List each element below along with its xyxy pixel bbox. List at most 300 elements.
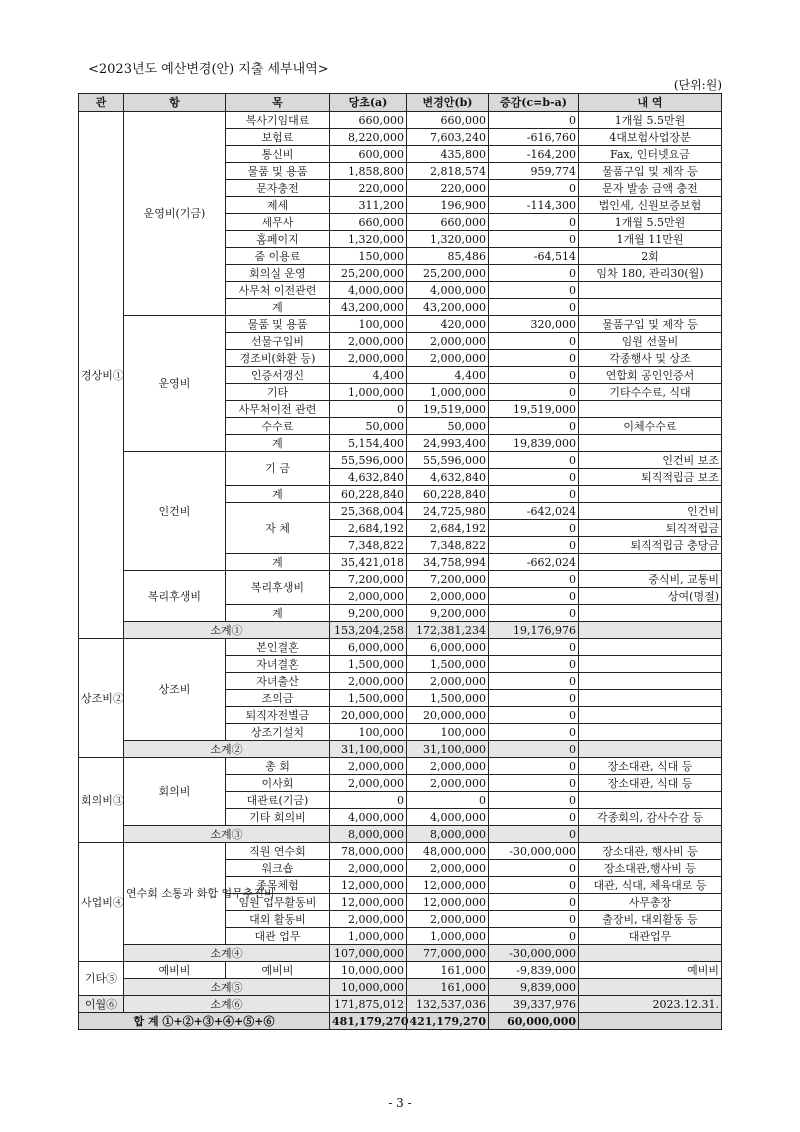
table-cell: 2,000,000 — [330, 588, 407, 605]
table-cell: 2,684,192 — [330, 520, 407, 537]
table-cell: 상여(명절) — [579, 588, 722, 605]
header-cell: 변경안(b) — [407, 94, 489, 112]
table-cell: 60,000,000 — [489, 1013, 579, 1030]
table-cell: 2,684,192 — [407, 520, 489, 537]
table-cell: 39,337,976 — [489, 996, 579, 1013]
table-cell: 직원 연수회 — [226, 843, 330, 860]
table-cell: 0 — [489, 673, 579, 690]
table-cell: 196,900 — [407, 197, 489, 214]
table-cell: 문자충전 — [226, 180, 330, 197]
table-cell: 435,800 — [407, 146, 489, 163]
table-cell: 소계③ — [124, 826, 330, 843]
table-cell: 수수료 — [226, 418, 330, 435]
table-cell: 31,100,000 — [330, 741, 407, 758]
unit-label: (단위:원) — [673, 78, 722, 92]
table-cell: 660,000 — [407, 112, 489, 129]
table-cell: 1개월 5.5만원 — [579, 214, 722, 231]
table-cell: 본인결혼 — [226, 639, 330, 656]
header-row — [79, 94, 722, 112]
table-cell: 2,000,000 — [330, 350, 407, 367]
table-cell: 회의비 — [124, 758, 226, 826]
table-cell: 100,000 — [330, 724, 407, 741]
table-cell: 0 — [489, 707, 579, 724]
table-cell: -616,760 — [489, 129, 579, 146]
table-cell: 0 — [489, 656, 579, 673]
table-cell: 161,000 — [407, 962, 489, 979]
table-cell: 2,000,000 — [330, 911, 407, 928]
table-cell: 153,204,258 — [330, 622, 407, 639]
table-cell: 상조기설치 — [226, 724, 330, 741]
table-cell: 1,320,000 — [407, 231, 489, 248]
table-cell: 계 — [226, 486, 330, 503]
table-cell: 대관업무 — [579, 928, 722, 945]
table-cell: 예비비 — [124, 962, 226, 979]
table-cell: 660,000 — [330, 214, 407, 231]
table-cell: 6,000,000 — [330, 639, 407, 656]
table-row — [79, 1013, 722, 1030]
table-cell: 4,000,000 — [407, 809, 489, 826]
table-cell: 0 — [489, 299, 579, 316]
table-cell: 100,000 — [330, 316, 407, 333]
table-cell: 계 — [226, 605, 330, 622]
table-cell: 2,000,000 — [407, 860, 489, 877]
document-title: <2023년도 예산변경(안) 지출 세부내역> — [88, 62, 329, 77]
table-cell: 7,603,240 — [407, 129, 489, 146]
table-cell: 0 — [489, 571, 579, 588]
table-cell — [579, 486, 722, 503]
table-cell: 12,000,000 — [330, 894, 407, 911]
table-cell: 자 체 — [226, 503, 330, 554]
table-cell: 0 — [489, 605, 579, 622]
table-cell: 1,000,000 — [330, 384, 407, 401]
table-cell — [579, 724, 722, 741]
table-cell: 1,000,000 — [330, 928, 407, 945]
table-cell: 19,839,000 — [489, 435, 579, 452]
table-cell: 사무처이전 관련 — [226, 401, 330, 418]
table-row — [79, 452, 722, 469]
table-cell: 12,000,000 — [407, 894, 489, 911]
table-row — [79, 843, 722, 860]
table-cell: 각종행사 및 상조 — [579, 350, 722, 367]
table-cell — [579, 282, 722, 299]
table-cell: 1,000,000 — [407, 384, 489, 401]
table-cell: 50,000 — [407, 418, 489, 435]
table-cell: 4,000,000 — [330, 809, 407, 826]
table-row — [79, 996, 722, 1013]
table-cell: 0 — [489, 282, 579, 299]
table-cell: 132,537,036 — [407, 996, 489, 1013]
table-cell: 물품구입 및 제작 등 — [579, 163, 722, 180]
table-cell — [579, 826, 722, 843]
table-row — [79, 826, 722, 843]
table-cell: 4,400 — [407, 367, 489, 384]
table-cell: 복리후생비 — [124, 571, 226, 622]
table-cell: 2,000,000 — [330, 775, 407, 792]
table-cell: -64,514 — [489, 248, 579, 265]
table-cell — [579, 707, 722, 724]
table-cell: 55,596,000 — [330, 452, 407, 469]
table-cell: 7,348,822 — [407, 537, 489, 554]
table-cell: 421,179,270 — [407, 1013, 489, 1030]
table-cell — [579, 741, 722, 758]
header-cell: 항 — [124, 94, 226, 112]
table-cell: 55,596,000 — [407, 452, 489, 469]
table-cell: 100,000 — [407, 724, 489, 741]
table-cell: 2,000,000 — [407, 758, 489, 775]
table-cell: 10,000,000 — [330, 962, 407, 979]
table-row — [79, 571, 722, 588]
table-cell — [579, 299, 722, 316]
table-cell: 임차 180, 관리30(월) — [579, 265, 722, 282]
table-cell: 보험료 — [226, 129, 330, 146]
table-cell: 24,993,400 — [407, 435, 489, 452]
table-cell: 420,000 — [407, 316, 489, 333]
table-cell: 2,000,000 — [407, 911, 489, 928]
table-cell: 0 — [489, 520, 579, 537]
table-cell: 4,632,840 — [407, 469, 489, 486]
table-cell: 50,000 — [330, 418, 407, 435]
table-cell: 복리후생비 — [226, 571, 330, 605]
table-cell: 2,000,000 — [330, 758, 407, 775]
table-cell: 0 — [489, 775, 579, 792]
table-cell: 0 — [489, 486, 579, 503]
table-cell — [579, 622, 722, 639]
table-cell: 연합회 공인인증서 — [579, 367, 722, 384]
table-cell: 제세 — [226, 197, 330, 214]
table-cell: 20,000,000 — [330, 707, 407, 724]
table-cell: 사업비④ — [79, 843, 124, 962]
table-cell: 이사회 — [226, 775, 330, 792]
table-cell: 1,500,000 — [330, 690, 407, 707]
table-row — [79, 945, 722, 962]
table-cell: 0 — [489, 928, 579, 945]
table-cell: -30,000,000 — [489, 945, 579, 962]
table-cell: 0 — [489, 639, 579, 656]
table-cell: 0 — [489, 724, 579, 741]
table-cell: 장소대관, 식대 등 — [579, 758, 722, 775]
table-cell — [579, 639, 722, 656]
table-cell: 예비비 — [579, 962, 722, 979]
table-cell: 인건비 보조 — [579, 452, 722, 469]
table-cell: 경상비① — [79, 112, 124, 639]
table-cell: 기타 회의비 — [226, 809, 330, 826]
table-cell: 홈페이지 — [226, 231, 330, 248]
table-cell: 상조비② — [79, 639, 124, 758]
table-cell: 세무사 — [226, 214, 330, 231]
page-number: - 3 - — [388, 1096, 412, 1110]
table-cell: 물품구입 및 제작 등 — [579, 316, 722, 333]
table-cell: 107,000,000 — [330, 945, 407, 962]
table-cell: 0 — [489, 333, 579, 350]
table-row — [79, 758, 722, 775]
table-cell: 임원 업무활동비 — [226, 894, 330, 911]
table-cell: 문자 발송 금액 충전 — [579, 180, 722, 197]
table-cell: 0 — [489, 911, 579, 928]
budget-table — [78, 93, 722, 1030]
table-cell: 12,000,000 — [407, 877, 489, 894]
table-cell: 0 — [489, 758, 579, 775]
table-cell: 220,000 — [407, 180, 489, 197]
table-cell: 20,000,000 — [407, 707, 489, 724]
table-cell: 기타⑤ — [79, 962, 124, 996]
table-cell — [579, 979, 722, 996]
table-cell: 2회 — [579, 248, 722, 265]
table-cell: 0 — [489, 877, 579, 894]
table-cell: 161,000 — [407, 979, 489, 996]
table-cell: -9,839,000 — [489, 962, 579, 979]
table-cell: 34,758,994 — [407, 554, 489, 571]
table-cell: 171,875,012 — [330, 996, 407, 1013]
table-cell: 0 — [489, 112, 579, 129]
table-cell: 워크숍 — [226, 860, 330, 877]
table-cell: 0 — [489, 809, 579, 826]
table-cell: 2,000,000 — [407, 588, 489, 605]
table-cell: 통신비 — [226, 146, 330, 163]
table-cell: 0 — [489, 588, 579, 605]
table-cell: 12,000,000 — [330, 877, 407, 894]
header-cell: 관 — [79, 94, 124, 112]
table-cell: 사무처 이전관련 — [226, 282, 330, 299]
table-cell: 법인세, 신원보증보험 — [579, 197, 722, 214]
table-cell: 대관 업무 — [226, 928, 330, 945]
table-cell: 8,220,000 — [330, 129, 407, 146]
table-row — [79, 639, 722, 656]
table-cell: 0 — [330, 401, 407, 418]
table-cell: 1개월 5.5만원 — [579, 112, 722, 129]
table-cell: 출장비, 대외활동 등 — [579, 911, 722, 928]
table-cell: 예비비 — [226, 962, 330, 979]
table-cell: 1,500,000 — [407, 690, 489, 707]
table-cell: 장소대관, 행사비 등 — [579, 843, 722, 860]
table-cell: 1,000,000 — [407, 928, 489, 945]
table-cell: 25,200,000 — [407, 265, 489, 282]
table-cell: 24,725,980 — [407, 503, 489, 520]
table-cell: 0 — [489, 894, 579, 911]
table-cell: 인건비 — [579, 503, 722, 520]
table-row — [79, 962, 722, 979]
table-cell: 4,632,840 — [330, 469, 407, 486]
table-cell: 물품 및 용품 — [226, 163, 330, 180]
table-cell: -164,200 — [489, 146, 579, 163]
table-cell: 150,000 — [330, 248, 407, 265]
table-cell — [579, 690, 722, 707]
table-cell: 2,000,000 — [330, 673, 407, 690]
table-cell: 600,000 — [330, 146, 407, 163]
table-row — [79, 316, 722, 333]
table-cell: 78,000,000 — [330, 843, 407, 860]
table-cell: 계 — [226, 299, 330, 316]
table-cell: 1,320,000 — [330, 231, 407, 248]
table-cell — [579, 945, 722, 962]
table-cell: 퇴직자전별금 — [226, 707, 330, 724]
table-cell: 합 계 ①+②+③+④+⑤+⑥ — [79, 1013, 330, 1030]
table-cell: 6,000,000 — [407, 639, 489, 656]
table-cell: 1,500,000 — [330, 656, 407, 673]
table-cell: 4,400 — [330, 367, 407, 384]
table-cell: -662,024 — [489, 554, 579, 571]
table-cell: 0 — [489, 860, 579, 877]
table-cell: 경조비(화환 등) — [226, 350, 330, 367]
table-cell: 0 — [489, 452, 579, 469]
table-cell: 0 — [489, 384, 579, 401]
table-cell: 0 — [489, 265, 579, 282]
table-cell: 7,348,822 — [330, 537, 407, 554]
table-cell: 48,000,000 — [407, 843, 489, 860]
table-cell: 2023.12.31. — [579, 996, 722, 1013]
table-cell: 19,519,000 — [407, 401, 489, 418]
table-cell: 복사기임대료 — [226, 112, 330, 129]
table-cell: 85,486 — [407, 248, 489, 265]
table-cell: 60,228,840 — [330, 486, 407, 503]
table-cell: 660,000 — [330, 112, 407, 129]
table-cell — [579, 673, 722, 690]
table-cell: 2,000,000 — [407, 775, 489, 792]
table-cell: 소계④ — [124, 945, 330, 962]
table-cell: 77,000,000 — [407, 945, 489, 962]
table-cell: 조의금 — [226, 690, 330, 707]
table-cell: 상조비 — [124, 639, 226, 741]
table-cell: 4,000,000 — [330, 282, 407, 299]
header-cell: 내 역 — [579, 94, 722, 112]
table-cell: 0 — [489, 690, 579, 707]
table-cell: 계 — [226, 554, 330, 571]
table-cell: 2,000,000 — [407, 350, 489, 367]
table-cell: 자녀결혼 — [226, 656, 330, 673]
table-cell: 4대보험사업장분 — [579, 129, 722, 146]
table-cell: 자녀출산 — [226, 673, 330, 690]
table-cell: 311,200 — [330, 197, 407, 214]
table-cell: 인건비 — [124, 452, 226, 571]
table-cell — [579, 1013, 722, 1030]
table-cell: 25,368,004 — [330, 503, 407, 520]
table-cell: 회의비③ — [79, 758, 124, 843]
table-cell: 2,818,574 — [407, 163, 489, 180]
table-cell — [579, 401, 722, 418]
table-cell: 0 — [489, 418, 579, 435]
table-cell: 2,000,000 — [407, 333, 489, 350]
table-cell: 퇴직적립금 보조 — [579, 469, 722, 486]
table-cell — [579, 435, 722, 452]
budget-table-wrap — [78, 93, 721, 1030]
table-body — [79, 112, 722, 1030]
table-cell: 481,179,270 — [330, 1013, 407, 1030]
table-cell: 2,000,000 — [330, 860, 407, 877]
table-cell: 1,500,000 — [407, 656, 489, 673]
table-cell: 10,000,000 — [330, 979, 407, 996]
table-cell: -30,000,000 — [489, 843, 579, 860]
header-cell: 목 — [226, 94, 330, 112]
table-cell: 4,000,000 — [407, 282, 489, 299]
table-cell: 이체수수료 — [579, 418, 722, 435]
table-cell — [579, 605, 722, 622]
table-cell: 소계② — [124, 741, 330, 758]
table-cell: 대관, 식대, 체육대로 등 — [579, 877, 722, 894]
table-cell: 35,421,018 — [330, 554, 407, 571]
table-cell: 1,858,800 — [330, 163, 407, 180]
table-cell: 172,381,234 — [407, 622, 489, 639]
table-cell: 0 — [489, 792, 579, 809]
table-cell: 소계⑥ — [124, 996, 330, 1013]
table-cell: -114,300 — [489, 197, 579, 214]
table-cell: 운영비(기금) — [124, 112, 226, 316]
table-cell: 대관료(기금) — [226, 792, 330, 809]
table-cell: 대외 활동비 — [226, 911, 330, 928]
table-cell: 0 — [407, 792, 489, 809]
table-row — [79, 979, 722, 996]
table-cell: 2,000,000 — [407, 673, 489, 690]
table-cell: 퇴직적립금 충당금 — [579, 537, 722, 554]
table-cell: 320,000 — [489, 316, 579, 333]
header-cell: 증감(c=b-a) — [489, 94, 579, 112]
table-cell: 기 금 — [226, 452, 330, 486]
table-cell: 소계① — [124, 622, 330, 639]
table-row — [79, 741, 722, 758]
table-cell: 사무총장 — [579, 894, 722, 911]
table-row — [79, 622, 722, 639]
table-cell: 운영비 — [124, 316, 226, 452]
table-cell: 9,839,000 — [489, 979, 579, 996]
table-cell: 이월⑥ — [79, 996, 124, 1013]
table-cell: 줌 이용료 — [226, 248, 330, 265]
table-cell: 8,000,000 — [330, 826, 407, 843]
table-cell: 0 — [489, 741, 579, 758]
table-cell: 임원 선물비 — [579, 333, 722, 350]
table-cell: 0 — [489, 214, 579, 231]
table-cell: 중식비, 교통비 — [579, 571, 722, 588]
table-cell: 0 — [489, 231, 579, 248]
table-row — [79, 112, 722, 129]
table-cell: 0 — [489, 367, 579, 384]
table-cell: 8,000,000 — [407, 826, 489, 843]
table-cell: 선물구입비 — [226, 333, 330, 350]
table-cell: 장소대관, 식대 등 — [579, 775, 722, 792]
table-cell: 1개월 11만원 — [579, 231, 722, 248]
table-cell — [579, 554, 722, 571]
table-cell: -642,024 — [489, 503, 579, 520]
table-cell: 장소대관,행사비 등 — [579, 860, 722, 877]
table-cell: 5,154,400 — [330, 435, 407, 452]
table-cell: 0 — [489, 180, 579, 197]
table-cell: 계 — [226, 435, 330, 452]
table-cell: 2,000,000 — [330, 333, 407, 350]
table-cell: 인증서갱신 — [226, 367, 330, 384]
table-cell: 60,228,840 — [407, 486, 489, 503]
table-cell: 물품 및 용품 — [226, 316, 330, 333]
table-cell: 31,100,000 — [407, 741, 489, 758]
table-cell: 9,200,000 — [407, 605, 489, 622]
table-cell: 0 — [489, 469, 579, 486]
table-cell: 회의실 운영 — [226, 265, 330, 282]
table-cell: 0 — [330, 792, 407, 809]
table-cell: 7,200,000 — [407, 571, 489, 588]
table-cell: 25,200,000 — [330, 265, 407, 282]
table-cell: 7,200,000 — [330, 571, 407, 588]
table-cell: 0 — [489, 537, 579, 554]
table-cell: 959,774 — [489, 163, 579, 180]
table-cell: 43,200,000 — [330, 299, 407, 316]
table-cell — [579, 792, 722, 809]
table-cell: 43,200,000 — [407, 299, 489, 316]
table-cell: 9,200,000 — [330, 605, 407, 622]
table-cell: 종목체험 — [226, 877, 330, 894]
table-cell: 총 회 — [226, 758, 330, 775]
table-cell: 기타 — [226, 384, 330, 401]
table-cell: 660,000 — [407, 214, 489, 231]
table-cell: Fax, 인터넷요금 — [579, 146, 722, 163]
table-cell: 퇴직적립금 — [579, 520, 722, 537]
table-cell: 연수회 소통과 화합 업무추진비 — [124, 843, 226, 945]
header-cell: 당초(a) — [330, 94, 407, 112]
